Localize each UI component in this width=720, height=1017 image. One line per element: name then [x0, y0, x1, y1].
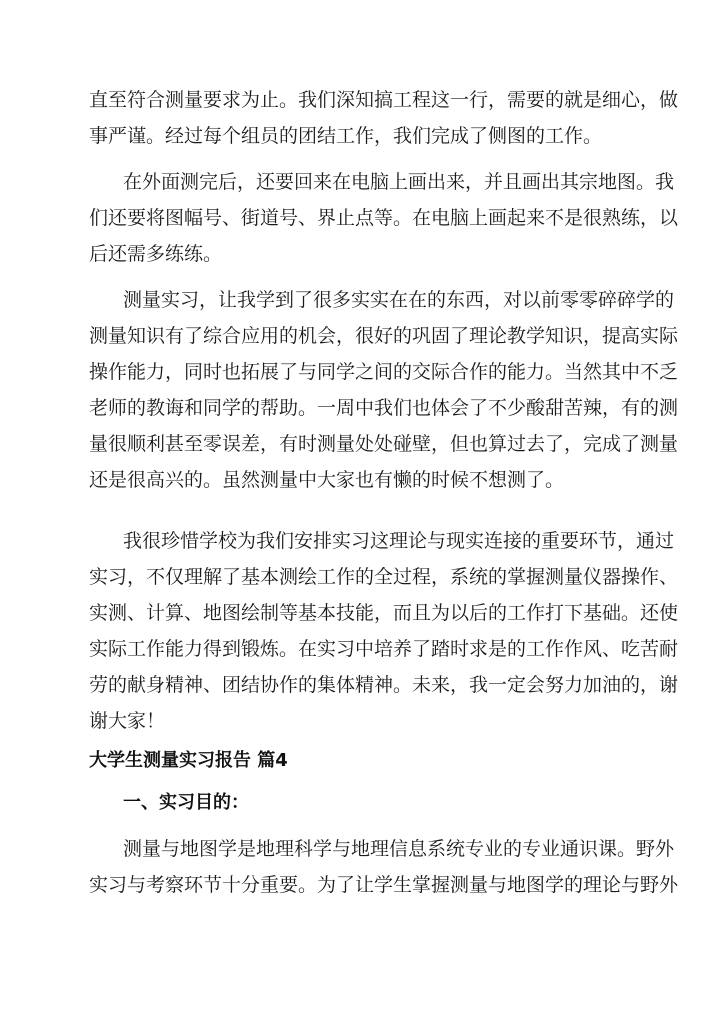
text-line: 测量知识有了综合应用的机会，很好的巩固了理论教学知识，提高实际	[89, 325, 679, 347]
text-line: 实测、计算、地图绘制等基本技能，而且为以后的工作打下基础。还使	[89, 602, 679, 624]
text-line: 我很珍惜学校为我们安排实习这理论与现实连接的重要环节，通过	[123, 530, 675, 552]
text-line: 测量与地图学是地理科学与地理信息系统专业的专业通识课。野外	[123, 838, 675, 860]
text-line: 老师的教诲和同学的帮助。一周中我们也体会了不少酸甜苦辣，有的测	[89, 397, 679, 419]
text-line: 操作能力，同时也拓展了与同学之间的交际合作的能力。当然其中不乏	[89, 361, 679, 383]
text-line: 谢大家！	[89, 710, 166, 732]
text-line: 劳的献身精神、团结协作的集体精神。未来，我一定会努力加油的，谢	[89, 674, 679, 696]
text-line: 实习与考察环节十分重要。为了让学生掌握测量与地图学的理论与野外	[89, 874, 679, 896]
text-line: 实际工作能力得到锻炼。在实习中培养了踏时求是的工作作风、吃苦耐	[89, 638, 679, 660]
text-line: 测量实习，让我学到了很多实实在在的东西，对以前零零碎碎学的	[123, 289, 675, 311]
text-line: 事严谨。经过每个组员的团结工作，我们完成了侧图的工作。	[89, 125, 603, 147]
text-line: 量很顺利甚至零误差，有时测量处处碰壁，但也算过去了，完成了测量	[89, 433, 679, 455]
text-line: 直至符合测量要求为止。我们深知搞工程这一行，需要的就是细心，做	[89, 89, 679, 111]
subsection-title: 一、实习目的：	[123, 792, 249, 813]
text-line: 在外面测完后，还要回来在电脑上画出来，并且画出其宗地图。我	[123, 171, 675, 193]
text-line: 实习，不仅理解了基本测绘工作的全过程，系统的掌握测量仪器操作、	[89, 566, 679, 588]
text-line: 还是很高兴的。虽然测量中大家也有懒的时候不想测了。	[89, 469, 565, 491]
text-line: 后还需多练练。	[89, 243, 223, 265]
section-title: 大学生测量实习报告 篇4	[89, 750, 288, 771]
text-line: 们还要将图幅号、街道号、界止点等。在电脑上画起来不是很熟练，以	[89, 207, 679, 229]
